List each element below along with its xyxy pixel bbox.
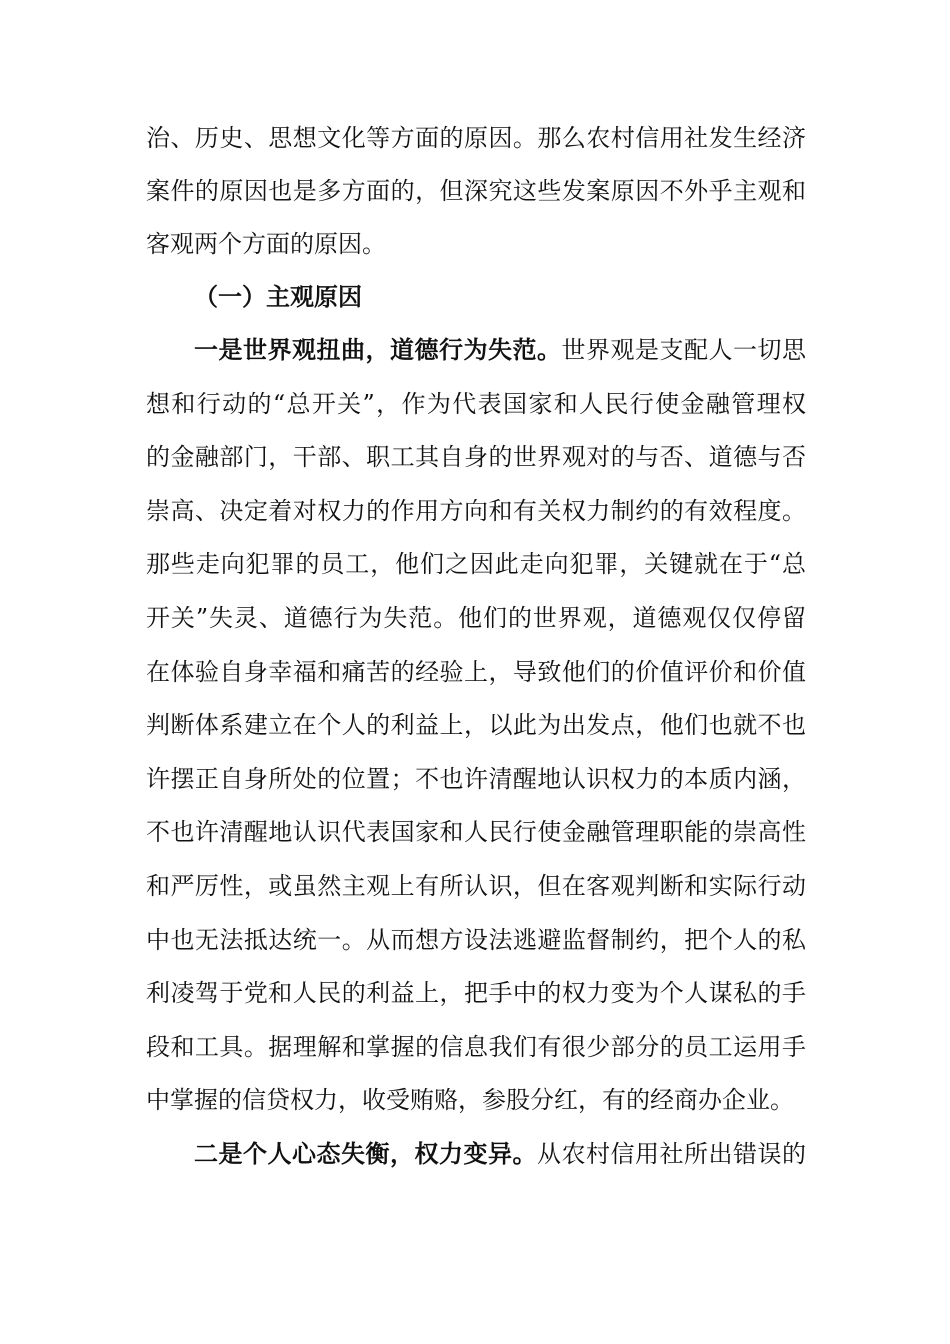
- paragraph-1-line: 判断体系建立在个人的利益上，以此为出发点，他们也就不也: [146, 711, 806, 739]
- paragraph-1-first-line: [194, 330, 806, 370]
- paragraph-1-line: 那些走向犯罪的员工，他们之因此走向犯罪，关键就在于“总: [146, 550, 806, 578]
- paragraph-1-line: 段和工具。据理解和掌握的信息我们有很少部分的员工运用手: [146, 1033, 806, 1061]
- paragraph-1-line: 中掌握的信贷权力，收受贿赂，参股分红，有的经商办企业。: [146, 1086, 794, 1114]
- paragraph-1-line: 想和行动的“总开关”，作为代表国家和人民行使金融管理权: [146, 390, 806, 418]
- paragraph-1-line: 崇高、决定着对权力的作用方向和有关权力制约的有效程度。: [146, 497, 806, 525]
- paragraph-1-line: 的金融部门，干部、职工其自身的世界观对的与否、道德与否: [146, 443, 806, 471]
- paragraph-2-lead: 二是个人心态失衡，权力变异。: [194, 1140, 537, 1168]
- paragraph-1-line: 和严厉性，或虽然主观上有所认识，但在客观判断和实际行动: [146, 872, 806, 900]
- text-line-1: 治、历史、思想文化等方面的原因。那么农村信用社发生经济: [146, 124, 806, 152]
- paragraph-1-line: 中也无法抵达统一。从而想方设法逃避监督制约，把个人的私: [146, 926, 806, 954]
- paragraph-1-line: 在体验自身幸福和痛苦的经验上，导致他们的价值评价和价值: [146, 658, 806, 686]
- paragraph-1-first-rest: 世界观是支配人一切思: [561, 336, 806, 364]
- text-line-3: 客观两个方面的原因。: [146, 230, 386, 258]
- section-heading: （一）主观原因: [194, 283, 362, 311]
- paragraph-1-line: 利凌驾于党和人民的利益上，把手中的权力变为个人谋私的手: [146, 979, 806, 1007]
- paragraph-1-lead: 一是世界观扭曲，道德行为失范。: [194, 336, 562, 364]
- paragraph-1-line: 不也许清醒地认识代表国家和人民行使金融管理职能的崇高性: [146, 818, 806, 846]
- paragraph-1-line: 开关”失灵、道德行为失范。他们的世界观，道德观仅仅停留: [146, 604, 806, 632]
- paragraph-1-line: 许摆正自身所处的位置；不也许清醒地认识权力的本质内涵，: [146, 765, 806, 793]
- text-line-2: 案件的原因也是多方面的，但深究这些发案原因不外乎主观和: [146, 177, 806, 205]
- paragraph-2-first-rest: 从农村信用社所出错误的: [537, 1140, 806, 1168]
- paragraph-2-first-line: [194, 1134, 806, 1174]
